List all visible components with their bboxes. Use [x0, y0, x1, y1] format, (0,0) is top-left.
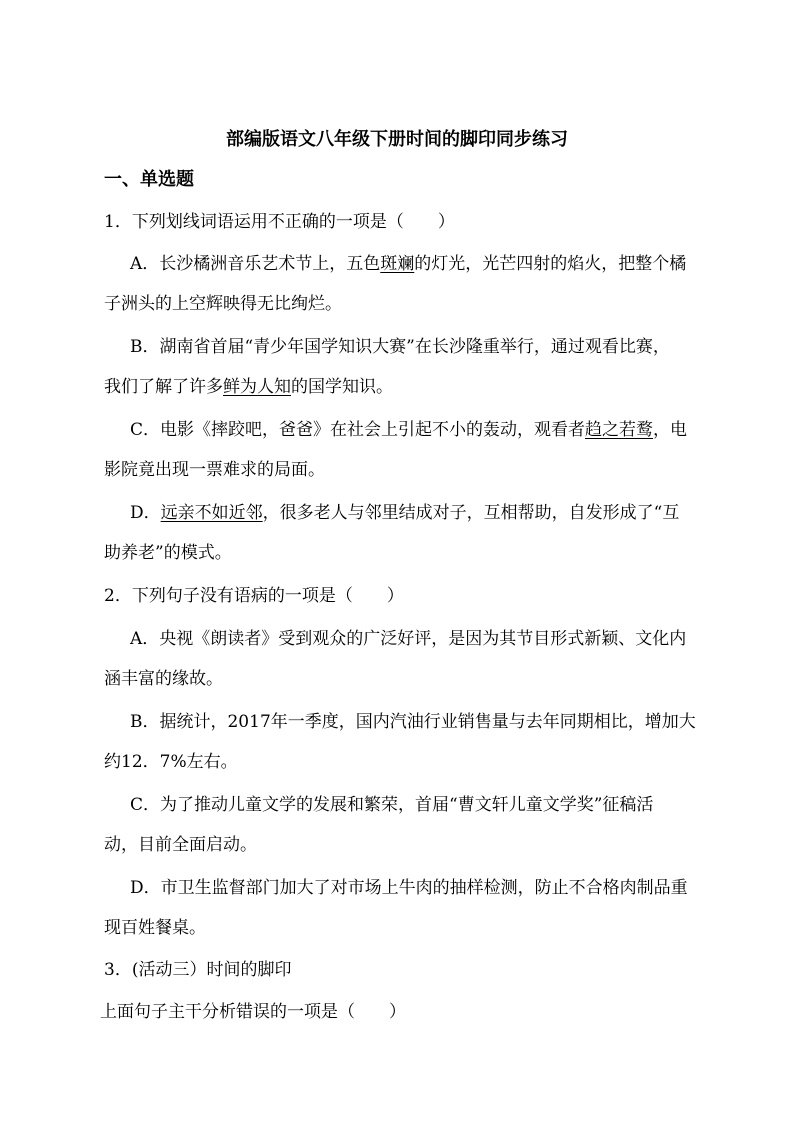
question-2-option-a: A．央视《朗读者》受到观众的广泛好评，是因为其节目形式新颖、文化内 — [130, 629, 687, 649]
underlined-word: 远亲不如近邻 — [160, 503, 263, 523]
section-heading: 一、单选题 — [104, 169, 194, 190]
question-2-option-b-cont: 约12．7%左右。 — [104, 752, 238, 772]
question-1-option-d-cont: 助养老”的模式。 — [104, 543, 232, 563]
option-text: C．电影《摔跤吧，爸爸》在社会上引起不小的轰动，观看者 — [130, 420, 586, 440]
question-3-prompt: 上面句子主干分析错误的一项是（ ） — [100, 1002, 406, 1022]
question-1-option-b: B．湖南省首届“青少年国学知识大赛”在长沙隆重举行，通过观看比赛， — [130, 337, 670, 357]
question-2-option-c-cont: 动，目前全面启动。 — [104, 835, 257, 855]
question-1-option-c-cont: 影院竟出现一票难求的局面。 — [104, 460, 325, 480]
underlined-word: 鲜为人知 — [223, 377, 291, 397]
question-2-option-c: C．为了推动儿童文学的发展和繁荣，首届“曹文轩儿童文学奖”征稿活 — [130, 795, 654, 815]
question-2-stem: 2．下列句子没有语病的一项是（ ） — [104, 586, 404, 606]
option-text: A．长沙橘洲音乐艺术节上，五色 — [130, 254, 381, 274]
question-2-option-d: D．市卫生监督部门加大了对市场上牛肉的抽样检测，防止不合格肉制品重 — [130, 878, 688, 898]
underlined-word: 趋之若鹜 — [585, 420, 654, 440]
question-2-option-a-cont: 涵丰富的缘故。 — [104, 669, 223, 689]
option-text: 的国学知识。 — [291, 377, 393, 397]
option-text: ，很多老人与邻里结成对子，互相帮助，自发形成了“互 — [262, 503, 680, 523]
question-2-option-d-cont: 现百姓餐桌。 — [104, 918, 206, 938]
option-label: D． — [130, 503, 161, 523]
question-1-stem: 1．下列划线词语运用不正确的一项是（ ） — [104, 212, 455, 232]
question-2-option-b: B．据统计，2017年一季度，国内汽油行业销售量与去年同期相比，增加大 — [130, 712, 696, 732]
document-title: 部编版语文八年级下册时间的脚印同步练习 — [226, 129, 568, 150]
option-text: 我们了解了许多 — [104, 377, 223, 397]
question-1-option-d — [130, 501, 679, 525]
question-1-option-b-cont — [104, 375, 393, 399]
option-text: 的灯光，光芒四射的焰火，把整个橘 — [414, 254, 687, 274]
question-1-option-a-cont: 子洲头的上空辉映得无比绚烂。 — [104, 294, 342, 314]
question-3-stem: 3．(活动三）时间的脚印 — [104, 960, 292, 980]
underlined-word: 斑斓 — [380, 254, 415, 274]
question-1-option-a — [130, 252, 686, 276]
option-text: ，电 — [653, 420, 688, 440]
question-1-option-c — [130, 418, 687, 442]
